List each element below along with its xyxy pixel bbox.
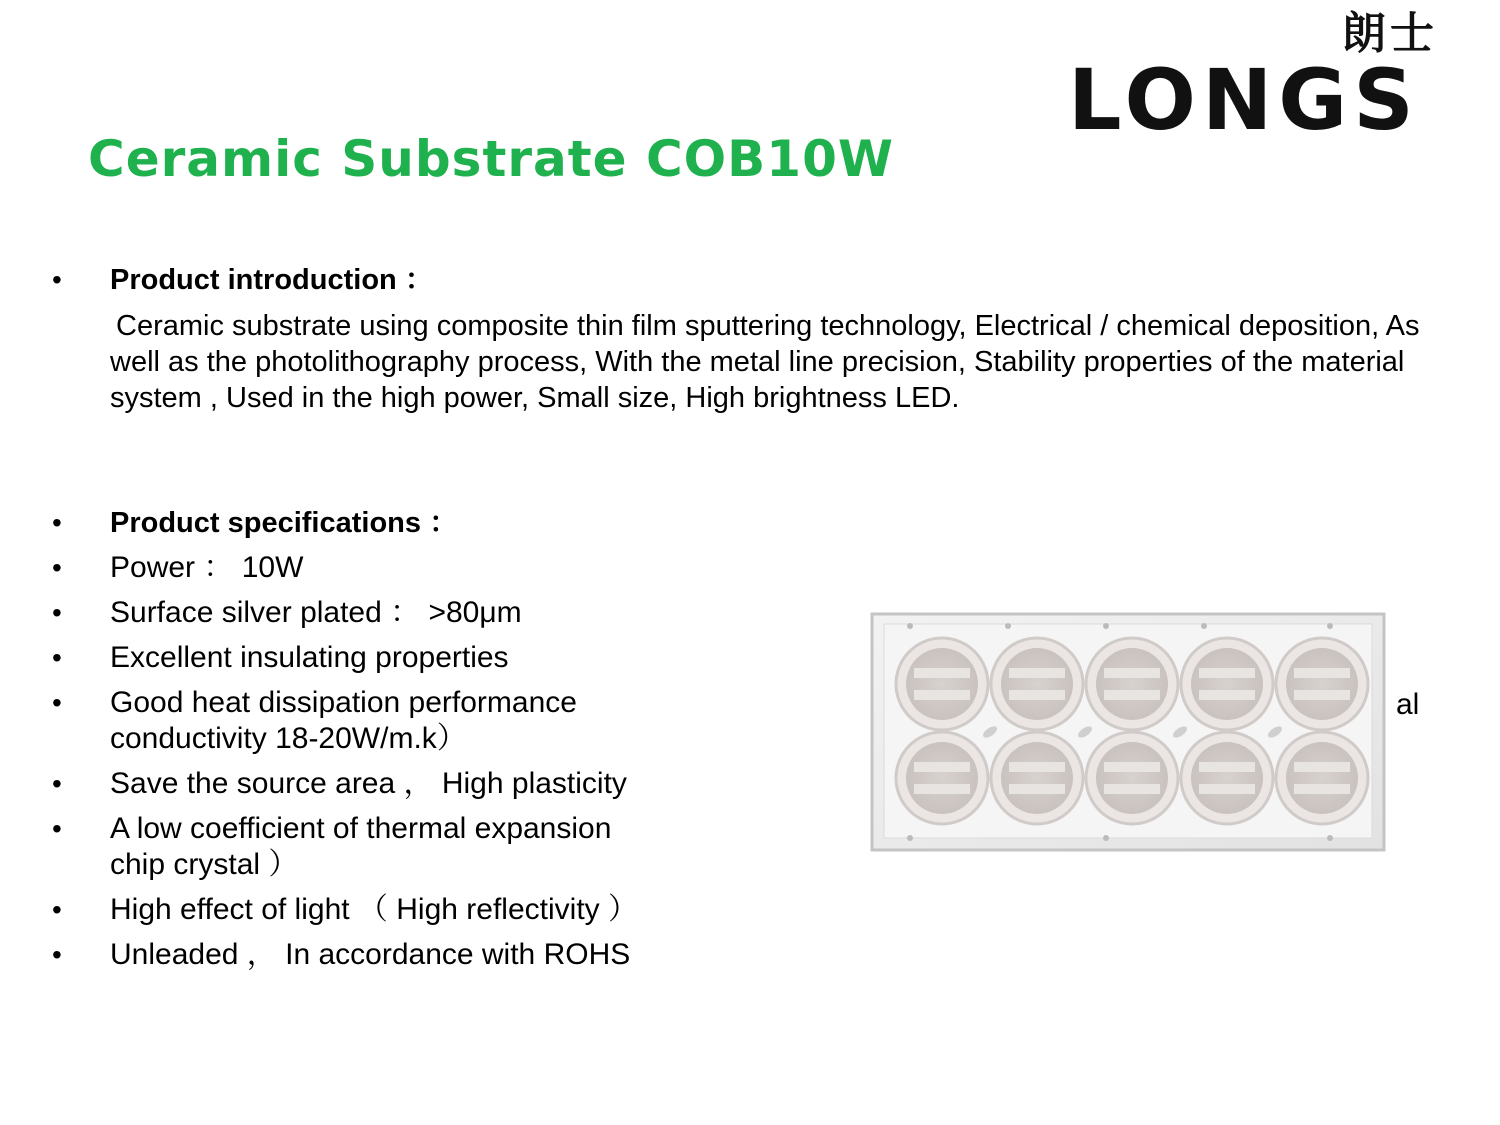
led-pad	[1276, 638, 1368, 730]
led-pad	[1181, 732, 1273, 824]
spec-item-area: Save the source area ， High plasticity	[110, 767, 627, 800]
slide-title: Ceramic Substrate COB10W	[88, 130, 895, 188]
led-pad	[1276, 732, 1368, 824]
bullet-dot: •	[52, 264, 62, 295]
led-pad	[991, 732, 1083, 824]
intro-heading: Product introduction ：	[110, 264, 434, 296]
bullet-dot: •	[52, 552, 62, 583]
led-pad	[1086, 638, 1178, 730]
bullet-dot: •	[52, 894, 62, 925]
spec-item-insulating: Excellent insulating properties	[110, 641, 509, 674]
spec-item-expansion-continuation: chip crystal ）	[110, 848, 299, 881]
bullet-dot: •	[52, 597, 62, 628]
logo-chinese-text: 朗士	[1342, 8, 1438, 59]
spec-item-heat-continuation: conductivity 18-20W/m.k）	[110, 722, 467, 755]
led-pad	[991, 638, 1083, 730]
specs-heading: Product specifications ：	[110, 507, 459, 539]
intro-paragraph	[110, 308, 1470, 416]
intro-paragraph-text: Ceramic substrate using composite thin film sputtering technology, Electrical / chemical deposition, As well as the photolithography process, With the metal line precision, Stability properties of the material system , Used in the high power, Small size, High brightness LED.	[110, 310, 1420, 414]
spec-item-rohs: Unleaded ， In accordance with ROHS	[110, 938, 631, 971]
bullet-dot: •	[52, 642, 62, 673]
led-pad	[1181, 638, 1273, 730]
led-pad	[896, 732, 988, 824]
led-pad	[896, 638, 988, 730]
bullet-dot: •	[52, 813, 62, 844]
spec-item-light: High effect of light （ High reflectivity ）	[110, 893, 638, 926]
bullet-dot: •	[52, 768, 62, 799]
bullet-dot: •	[52, 939, 62, 970]
spec-item-heat: Good heat dissipation performance	[110, 686, 577, 719]
led-pad	[1086, 732, 1178, 824]
ceramic-substrate-board-image	[870, 612, 1386, 852]
spec-item-power: Power ： 10W	[110, 551, 304, 584]
longs-logo	[1068, 8, 1440, 149]
spec-item-expansion: A low coefficient of thermal expansion	[110, 812, 612, 845]
spec-item-silver: Surface silver plated ： >80μm	[110, 596, 522, 629]
logo-english-text: LONGS	[1068, 51, 1420, 149]
bullet-dot: •	[52, 687, 62, 718]
occluded-text-tail: al	[1396, 688, 1420, 721]
bullet-dot: •	[52, 507, 62, 538]
